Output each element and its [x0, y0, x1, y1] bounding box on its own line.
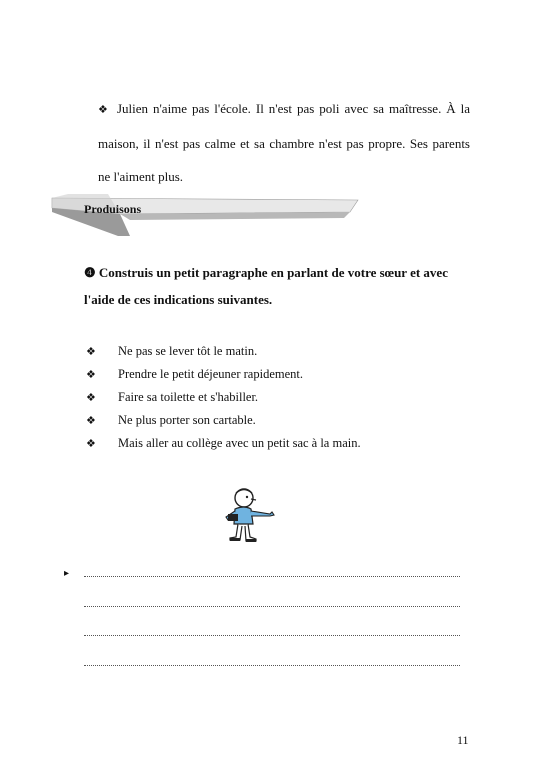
cartoon-boy-pointing-icon — [220, 487, 276, 543]
answer-marker-icon: ▸ — [64, 568, 70, 579]
list-item-text: Ne plus porter son cartable. — [118, 413, 256, 427]
diamond-bullet-icon: ❖ — [86, 415, 96, 427]
list-item — [86, 432, 466, 455]
list-item — [86, 386, 466, 409]
section-title: Produisons — [84, 202, 142, 216]
indications-list — [86, 340, 466, 455]
list-item — [86, 340, 466, 363]
list-item — [86, 409, 466, 432]
intro-paragraph — [98, 92, 470, 193]
page-number: 11 — [457, 733, 469, 747]
diamond-bullet-icon: ❖ — [98, 104, 108, 116]
answer-line[interactable] — [84, 575, 460, 577]
list-item-text: Mais aller au collège avec un petit sac à la main. — [118, 436, 361, 450]
list-item-text: Prendre le petit déjeuner rapidement. — [118, 367, 303, 381]
list-item-text: Faire sa toilette et s'habiller. — [118, 390, 259, 404]
answer-line[interactable] — [84, 634, 460, 636]
list-item — [86, 363, 466, 386]
answer-line[interactable] — [84, 664, 460, 666]
instruction — [84, 259, 474, 313]
instruction-text: Construis un petit paragraphe en parlant de votre sœur et avec l'aide de ces indications suivantes. — [84, 265, 448, 307]
intro-paragraph-text: Julien n'aime pas l'école. Il n'est pas poli avec sa maîtresse. À la maison, il n'est pas calme et sa chambre n'est pas propre. Ses parents ne l'aiment plus. — [98, 101, 470, 184]
diamond-bullet-icon: ❖ — [86, 346, 96, 358]
diamond-bullet-icon: ❖ — [86, 369, 96, 381]
answer-line[interactable] — [84, 605, 460, 607]
list-item-text: Ne pas se lever tôt le matin. — [118, 344, 258, 358]
diamond-bullet-icon: ❖ — [86, 438, 96, 450]
diamond-bullet-icon: ❖ — [86, 392, 96, 404]
instruction-number-icon: ❹ — [84, 265, 96, 280]
